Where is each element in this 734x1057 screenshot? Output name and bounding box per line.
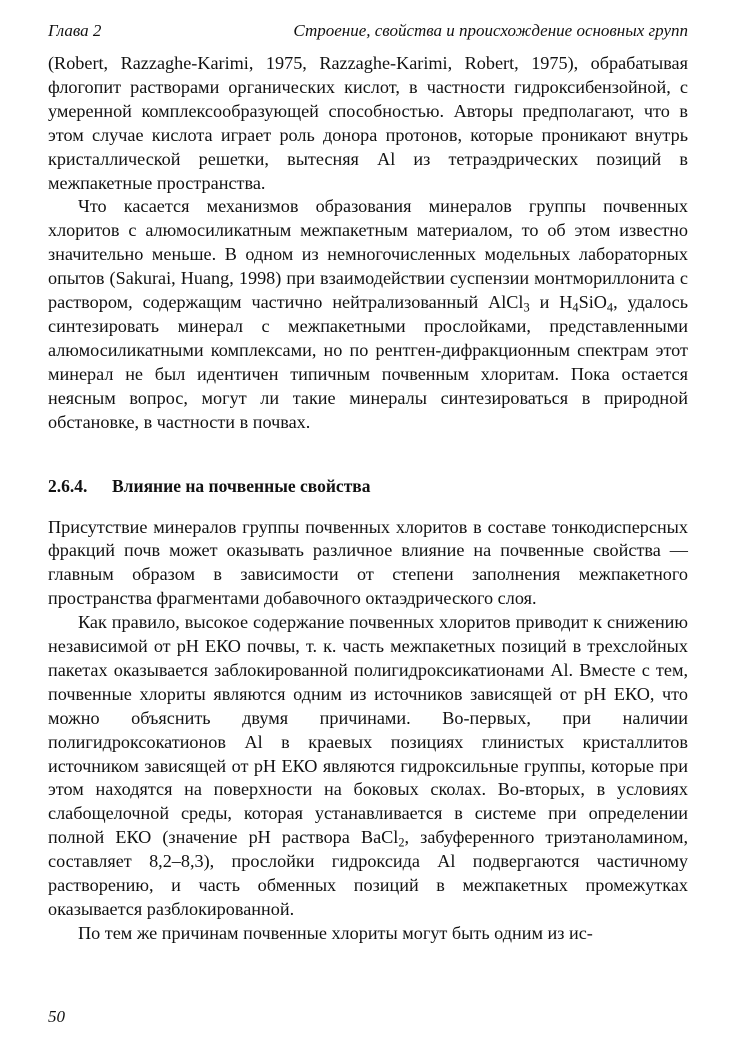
page-number: 50 [48, 1007, 65, 1026]
section-title: Влияние на почвенные свойства [112, 475, 371, 496]
paragraph-2-part-d: , удалось синтезировать минерал с межпакетными прослойками, представленными алюмосиликатными комплексами, но по рентген-дифракционным спектрам этот минерал не был идентичен типичным почвенным хлоритам. Пока остается неясным вопрос, могут ли такие минералы синтезироваться в природной обстановке, в частности в почвах. [48, 292, 688, 432]
paragraph-4-part-b: , забуференного триэтаноламином, составляет 8,2–8,3), прослойки гидроксида Al подвергаются частичному растворению, и часть обменных позиций в межпакетных промежутках оказывается разблокированной. [48, 827, 688, 919]
paragraph-4-part-a: Как правило, высокое содержание почвенных хлоритов приводит к снижению независимой от pH ЕКО почвы, т. к. часть межпакетных позиций в трехслойных пакетах оказывается заблокированной полигидроксикатионами Al. Вместе с тем, почвенные хлориты являются одним из источников зависящей от pH ЕКО, что можно объяснить двумя причинами. Во-первых, при наличии полигидроксокатионов Al в краевых позициях глинистых кристаллитов источником зависящей от pH ЕКО являются гидроксильные группы, которые при этом находятся на поверхности на боковых сколах. Во-вторых, в условиях слабощелочной среды, которая устанавливается в системе при определении полной ЕКО (значение pH раствора BaCl [48, 612, 688, 848]
paragraph-5: По тем же причинам почвенные хлориты могут быть одним из ис- [78, 922, 593, 943]
paragraph-2 [48, 195, 688, 434]
chapter-label: Глава 2 [48, 21, 102, 40]
paragraph-2-part-c: SiO [578, 292, 607, 313]
paragraph-2-part-b: и H [529, 292, 573, 313]
subscript-alcl3: 3 [523, 300, 530, 315]
chapter-title: Строение, свойства и происхождение основных групп [293, 21, 688, 40]
section-number: 2.6.4. [48, 475, 88, 496]
subscript-bacl2: 2 [398, 835, 405, 850]
paragraph-4 [48, 611, 688, 922]
section-heading [48, 475, 688, 498]
running-header [48, 20, 688, 42]
document-page [48, 20, 688, 946]
subscript-h4: 4 [572, 300, 579, 315]
paragraph-1: (Robert, Razzaghe-Karimi, 1975, Razzaghe-Karimi, Robert, 1975), обрабатывая флогопит растворами органических кислот, в частности гидроксибензойной, с умеренной комплексообразующей способностью. Авторы предполагают, что в этом случае кислота играет роль донора протонов, которые проникают внутрь кристаллической решетки, вытесняя Al из тетраэдрических позиций в межпакетные пространства. [48, 53, 688, 193]
paragraph-3: Присутствие минералов группы почвенных хлоритов в составе тонкодисперсных фракций почв может оказывать различное влияние на почвенные свойства — главным образом в зависимости от степени заполнения межпакетного пространства фрагментами добавочного октаэдрического слоя. [48, 516, 688, 609]
paragraph-2-part-a: Что касается механизмов образования минералов группы почвенных хлоритов с алюмосиликатным межпакетным материалом, то об этом известно значительно меньше. В одном из немногочисленных модельных лабораторных опытов (Sakurai, Huang, 1998) при взаимодействии суспензии монтмориллонита с раствором, содержащим частично нейтрализованный AlCl [48, 196, 688, 313]
subscript-sio4: 4 [606, 300, 614, 315]
body-text [48, 52, 688, 946]
